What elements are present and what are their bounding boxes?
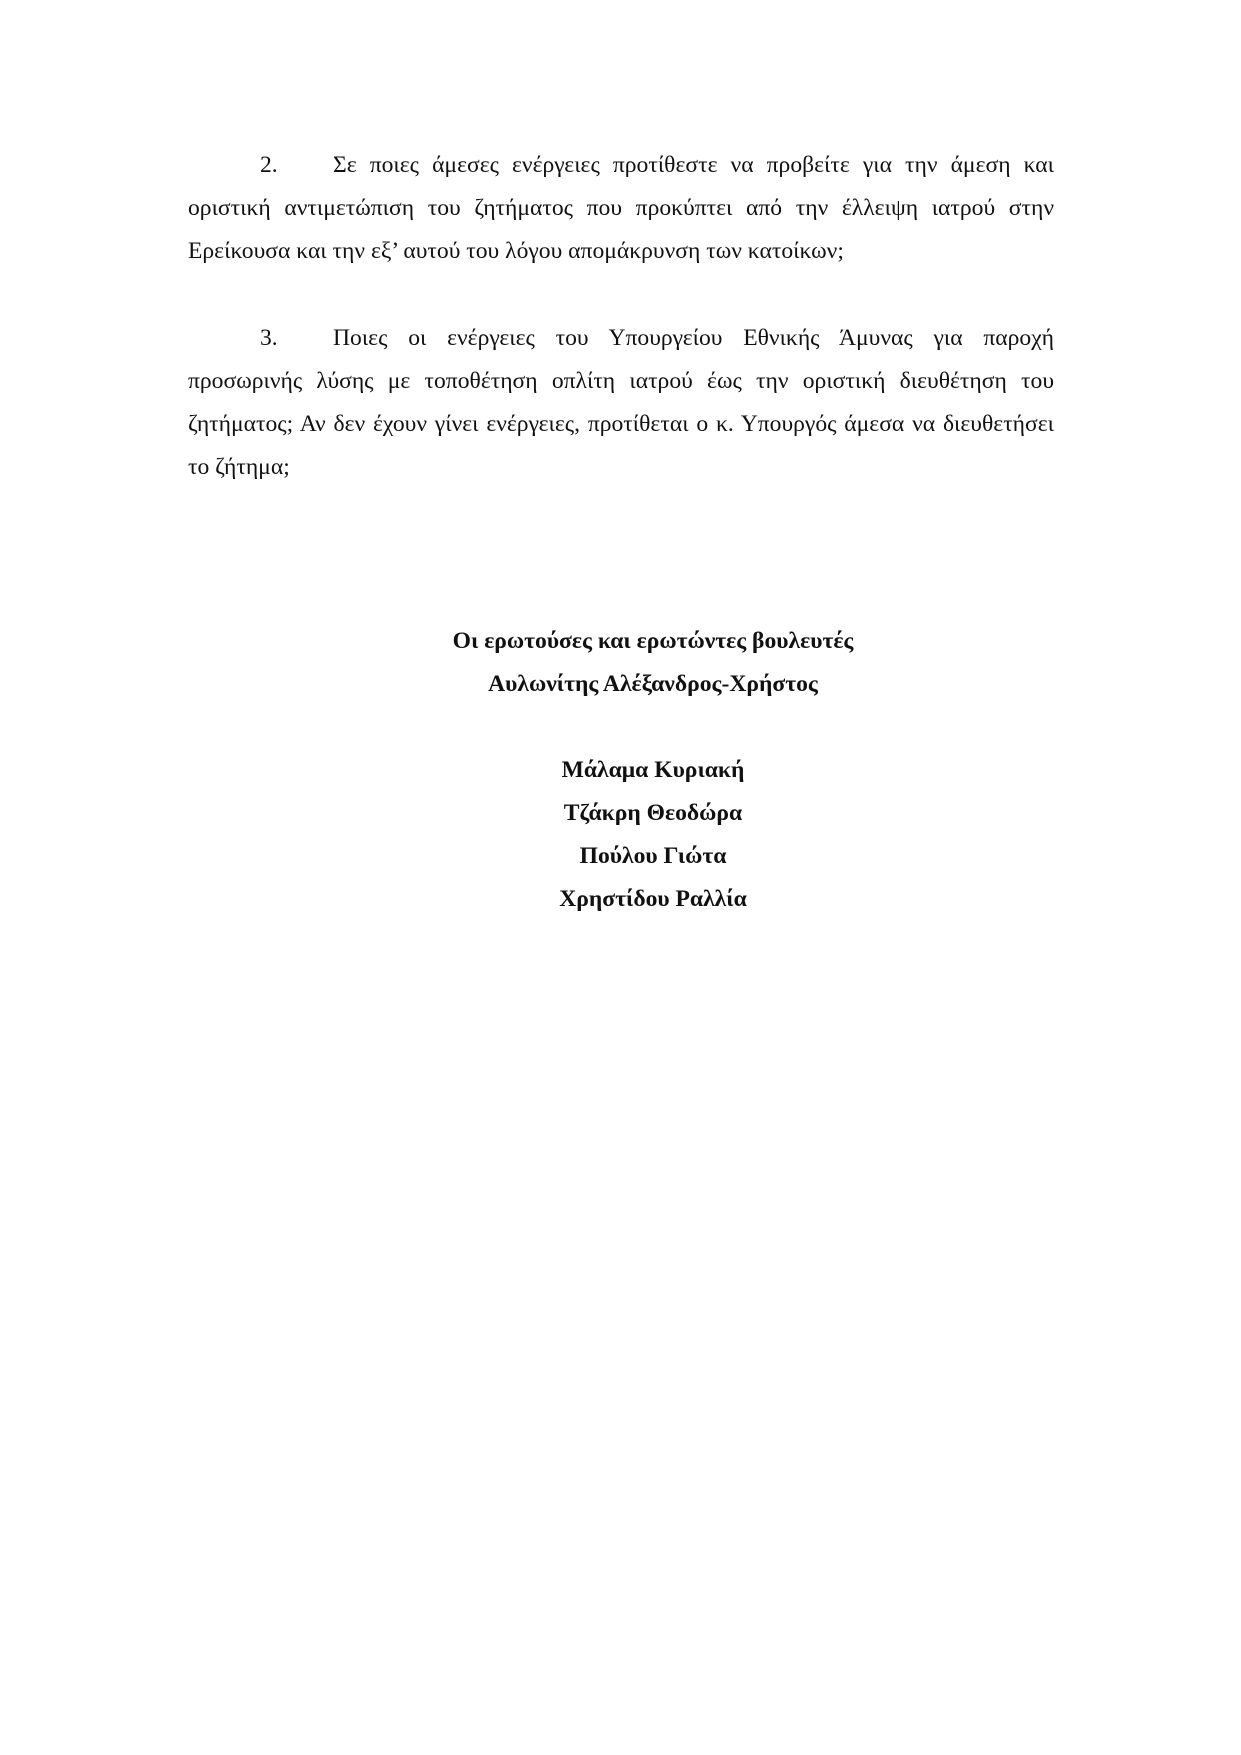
question-3-text: Ποιες οι ενέργειες του Υπουργείου Εθνικής Άμυνας για παροχή προσωρινής λύσης με τοποθέτηση οπλίτη ιατρού έως την οριστική διευθέτηση του ζητήματος; Αν δεν έχουν γίνει ενέργειες, προτίθεται ο κ. Υπουργός άμεσα να διευθετήσει το ζήτημα; [188, 325, 1054, 480]
question-3-number: 3. [260, 325, 278, 351]
signature-spacer [188, 706, 1118, 749]
signature-name: Μάλαμα Κυριακή [561, 757, 745, 783]
signature-lead-name: Αυλωνίτης Αλέξανδρος-Χρήστος [488, 671, 818, 697]
signature-block [188, 620, 1118, 921]
question-2 [188, 144, 1054, 273]
signature-heading: Οι ερωτούσες και ερωτώντες βουλευτές [452, 628, 854, 654]
question-2-number: 2. [260, 152, 278, 178]
signature-name: Πούλου Γιώτα [579, 843, 727, 869]
signature-name: Τζάκρη Θεοδώρα [563, 800, 743, 826]
signature-name: Χρηστίδου Ραλλία [559, 886, 747, 912]
question-3 [188, 317, 1054, 489]
question-2-text: Σε ποιες άμεσες ενέργειες προτίθεστε να προβείτε για την άμεση και οριστική αντιμετώπιση του ζητήματος που προκύπτει από την έλλειψη ιατρού στην Ερείκουσα και την εξ’ αυτού του λόγου απομάκρυνση των κατοίκων; [188, 152, 1054, 264]
